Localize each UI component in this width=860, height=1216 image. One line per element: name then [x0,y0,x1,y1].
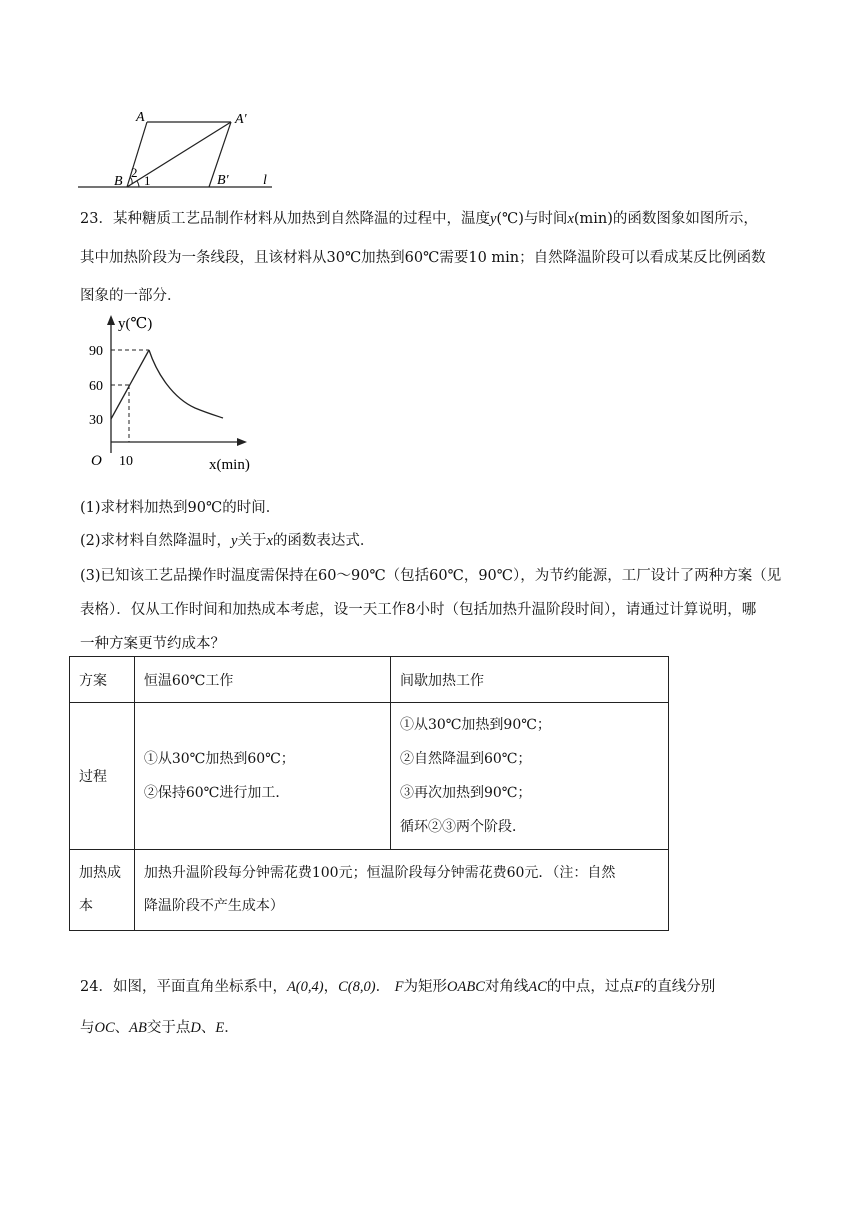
y-tick-30: 30 [89,413,103,428]
header-intermittent: 间歇加热工作 [390,657,668,703]
label-angle-1: 1 [144,173,151,188]
table-row [70,657,669,703]
parallelogram-figure [70,105,290,190]
q23-sub3-line3: 一种方案更节约成本？ [80,636,225,652]
x-tick-10: 10 [119,454,133,469]
q23-sub2: (2)求材料自然降温时，y关于x的函数表达式． [80,533,375,549]
q23-number: 23． [80,211,113,227]
y-axis-arrow [107,315,115,325]
q23-line3: 图象的一部分． [80,288,182,304]
q23-sub1: (1)求材料加热到90℃的时间． [80,500,281,516]
segment-BA-prime [127,122,231,187]
process-label: 过程 [70,703,135,850]
label-B-prime: B′ [217,173,229,188]
temperature-time-graph [85,312,265,477]
cost-description: 加热升温阶段每分钟需花费100元；恒温阶段每分钟需花费60元．（注：自然 降温阶段不产生成本） [134,850,668,931]
q23-sub3-line2: 表格）．仅从工作时间和加热成本考虑，设一天工作8小时（包括加热升温阶段时间），请通过计算说明，哪 [80,602,757,618]
q24-line1: 24．如图，平面直角坐标系中，A(0,4)，C(8,0)． F为矩形OABC对角线AC的中点，过点F的直线分别 [80,979,716,995]
header-plan: 方案 [70,657,135,703]
y-tick-60: 60 [89,379,103,394]
plan-table [69,656,669,931]
y-axis-label: y(℃) [118,316,153,332]
label-A-prime: A′ [235,112,247,127]
cooling-curve [149,350,223,418]
plan2-steps: ①从30℃加热到90℃； ②自然降温到60℃； ③再次加热到90℃； 循环②③两个阶段． [390,703,668,850]
q24-line2: 与OC、AB交于点D、E． [80,1020,239,1036]
heating-segment [111,350,149,419]
plan1-steps: ①从30℃加热到60℃； ②保持60℃进行加工． [134,703,390,850]
q23-sub3-line1: (3)已知该工艺品操作时温度需保持在60～90℃（包括60℃，90℃），为节约能源，工厂设计了两种方案（见 [80,568,782,584]
label-A: A [136,110,145,125]
origin-label: O [91,453,102,469]
q24-number: 24． [80,979,113,995]
x-axis-label: x(min) [209,457,250,473]
q23-line1: 23．某种糖质工艺品制作材料从加热到自然降温的过程中，温度y(℃)与时间x(min)的函数图象如图所示， [80,211,758,227]
table-row [70,850,669,931]
y-tick-90: 90 [89,344,103,359]
cost-label: 加热成 本 [70,850,135,931]
angle-arc [137,181,139,187]
table-row [70,703,669,850]
label-B: B [114,174,123,189]
q23-line2: 其中加热阶段为一条线段，且该材料从30℃加热到60℃需要10 min；自然降温阶段可以看成某反比例函数 [80,250,766,266]
header-constant-temp: 恒温60℃工作 [134,657,390,703]
label-l: l [263,173,267,188]
x-axis-arrow [237,438,247,446]
label-angle-2: 2 [131,165,138,180]
